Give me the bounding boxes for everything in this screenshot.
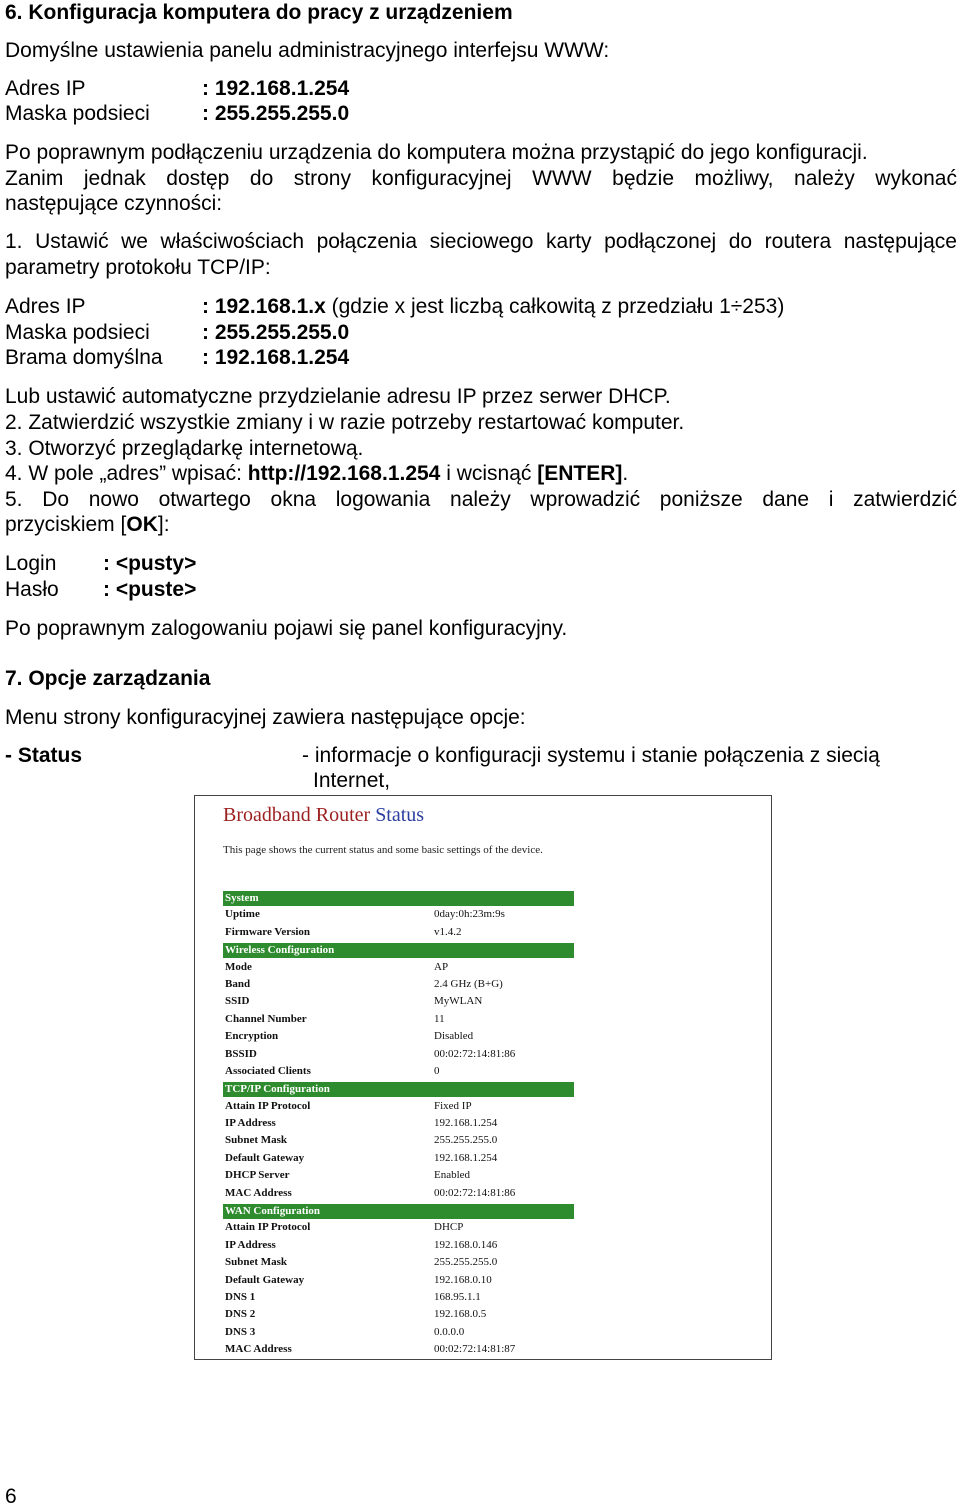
status-row — [223, 1116, 753, 1133]
step4-text-b: i wcisnąć — [440, 462, 538, 485]
status-row — [223, 1307, 753, 1324]
status-row — [223, 925, 753, 942]
status-option-desc-line1: - informacje o konfiguracji systemu i stanie połączenia z siecią — [302, 744, 880, 767]
status-row-label: SSID — [225, 995, 250, 1008]
status-row-label: DNS 2 — [225, 1308, 256, 1321]
login-label: Login — [5, 552, 57, 575]
step4-url: http://192.168.1.254 — [247, 462, 441, 485]
tcp-gateway-value: : 192.168.1.254 — [202, 346, 350, 369]
status-row-label: DNS 3 — [225, 1325, 256, 1338]
status-row-value: 192.168.1.254 — [434, 1151, 498, 1164]
default-mask-value: : 255.255.255.0 — [202, 102, 350, 125]
step3: 3. Otworzyć przeglądarkę internetową. — [5, 437, 364, 460]
step5-text-a: przyciskiem [ — [5, 513, 127, 536]
status-row-label: MAC Address — [225, 1343, 292, 1356]
status-row-value: 00:02:72:14:81:86 — [434, 1186, 516, 1199]
status-row — [223, 960, 753, 977]
status-row — [223, 1325, 753, 1342]
router-title-part2: Status — [375, 804, 425, 826]
step4-text-c: . — [622, 462, 629, 485]
status-row — [223, 1342, 753, 1359]
password-value: : <puste> — [103, 578, 197, 601]
step5-text-b: ]: — [157, 513, 170, 536]
status-row-value: Fixed IP — [434, 1099, 472, 1112]
step4-text-a: 4. W pole „adres” wpisać: — [5, 462, 248, 485]
section-header-label: WAN Configuration — [225, 1205, 321, 1218]
step4-key: [ENTER] — [537, 462, 623, 485]
tcp-ip-label: Adres IP — [5, 295, 86, 318]
tcp-mask-label: Maska podsieci — [5, 321, 150, 344]
tcp-mask-value: : 255.255.255.0 — [202, 321, 350, 344]
status-row — [223, 977, 753, 994]
status-section-header — [223, 942, 753, 959]
status-row-value: Enabled — [434, 1169, 471, 1182]
section-header-label: TCP/IP Configuration — [225, 1083, 330, 1096]
section-7-heading: 7. Opcje zarządzania — [5, 667, 211, 690]
status-row-label: Attain IP Protocol — [225, 1099, 311, 1112]
status-row-label: Default Gateway — [225, 1273, 305, 1286]
status-option-desc-line2: Internet, — [313, 769, 391, 792]
status-row-label: Band — [225, 977, 251, 990]
status-row-label: Firmware Version — [225, 925, 311, 938]
status-row-value: 0day:0h:23m:9s — [434, 908, 505, 921]
status-row — [223, 1099, 753, 1116]
options-intro: Menu strony konfiguracyjnej zawiera następujące opcje: — [5, 706, 526, 729]
status-row-value: 255.255.255.0 — [434, 1134, 498, 1147]
status-row — [223, 1273, 753, 1290]
status-row-value: 192.168.0.5 — [434, 1308, 487, 1321]
status-section-header — [223, 1203, 753, 1220]
status-row — [223, 1047, 753, 1064]
status-row-label: Mode — [225, 960, 252, 973]
router-status-title — [223, 804, 424, 827]
status-row-value: 11 — [434, 1012, 445, 1025]
status-row — [223, 1290, 753, 1307]
status-row — [223, 1186, 753, 1203]
status-row-value: 168.95.1.1 — [434, 1290, 481, 1303]
default-ip-label: Adres IP — [5, 77, 86, 100]
status-row-value: AP — [434, 960, 449, 973]
status-row-value: 192.168.0.146 — [434, 1238, 498, 1251]
section-header-label: Wireless Configuration — [225, 944, 335, 957]
step5-line1: 5. Do nowo otwartego okna logowania należy wprowadzić poniższe dane i zatwierdzić — [5, 488, 957, 511]
status-row-label: IP Address — [225, 1117, 276, 1130]
status-row-value: 0.0.0.0 — [434, 1325, 465, 1338]
status-row-value: MyWLAN — [434, 995, 483, 1008]
router-status-table — [223, 890, 753, 1360]
status-row-label: DHCP Server — [225, 1169, 290, 1182]
status-row — [223, 994, 753, 1011]
login-value: : <pusty> — [103, 552, 197, 575]
status-row-value: v1.4.2 — [434, 925, 462, 938]
status-row — [223, 1255, 753, 1272]
section-header-bar — [223, 891, 574, 906]
status-row-value: 00:02:72:14:81:86 — [434, 1047, 516, 1060]
password-label: Hasło — [5, 578, 59, 601]
dhcp-line: Lub ustawić automatyczne przydzielanie adresu IP przez serwer DHCP. — [5, 385, 671, 408]
status-row-label: Associated Clients — [225, 1064, 311, 1077]
router-status-description: This page shows the current status and some basic settings of the device. — [223, 844, 543, 856]
status-row — [223, 1220, 753, 1237]
status-section-header — [223, 890, 753, 907]
tcp-ip-note: (gdzie x jest liczbą całkowitą z przedziału 1÷253) — [325, 295, 785, 318]
status-row-label: Attain IP Protocol — [225, 1221, 311, 1234]
status-row-label: Subnet Mask — [225, 1134, 288, 1147]
router-title-part1: Broadband Router — [223, 804, 371, 826]
para1-line3: następujące czynności: — [5, 192, 223, 215]
step5-line2 — [5, 512, 170, 537]
router-status-screenshot — [194, 795, 772, 1360]
status-row-value: 192.168.1.254 — [434, 1117, 498, 1130]
status-row-label: Default Gateway — [225, 1151, 305, 1164]
status-row — [223, 1238, 753, 1255]
step5-ok: OK — [126, 513, 158, 536]
defaults-intro: Domyślne ustawienia panelu administracyjnego interfejsu WWW: — [5, 39, 610, 62]
status-row — [223, 1064, 753, 1081]
status-row-value: 2.4 GHz (B+G) — [434, 977, 503, 990]
status-row-value: 192.168.0.10 — [434, 1273, 492, 1286]
status-row-label: Encryption — [225, 1030, 279, 1043]
status-row-label: DNS 1 — [225, 1290, 256, 1303]
status-row — [223, 1029, 753, 1046]
para1-line1: Po poprawnym podłączeniu urządzenia do komputera można przystąpić do jego konfiguracji. — [5, 141, 868, 164]
tcp-gateway-label: Brama domyślna — [5, 346, 163, 369]
tcp-ip-value: : 192.168.1.x — [202, 295, 326, 318]
status-row — [223, 907, 753, 924]
status-row-label: BSSID — [225, 1047, 257, 1060]
status-row-label: Uptime — [225, 908, 260, 921]
status-row — [223, 1012, 753, 1029]
status-row-value: 255.255.255.0 — [434, 1256, 498, 1269]
status-row-label: Channel Number — [225, 1012, 307, 1025]
status-row-label: Subnet Mask — [225, 1256, 288, 1269]
status-row-value: 0 — [434, 1064, 440, 1077]
status-row-value: Disabled — [434, 1030, 474, 1043]
default-ip-value: : 192.168.1.254 — [202, 77, 350, 100]
para1-line2: Zanim jednak dostęp do strony konfiguracyjnej WWW będzie możliwy, należy wykonać — [5, 167, 957, 190]
page-number: 6 — [5, 1485, 17, 1508]
default-mask-label: Maska podsieci — [5, 102, 150, 125]
status-row-label: MAC Address — [225, 1186, 292, 1199]
status-row — [223, 1168, 753, 1185]
after-login-text: Po poprawnym zalogowaniu pojawi się panel konfiguracyjny. — [5, 617, 568, 640]
tcp-ip-value-line — [202, 294, 784, 319]
status-row-value: 00:02:72:14:81:87 — [434, 1343, 516, 1356]
step4 — [5, 461, 628, 486]
status-row-label: IP Address — [225, 1238, 276, 1251]
status-row-value: DHCP — [434, 1221, 464, 1234]
status-section-header — [223, 1081, 753, 1098]
section-6-heading: 6. Konfiguracja komputera do pracy z urządzeniem — [5, 1, 513, 24]
status-row — [223, 1133, 753, 1150]
status-row — [223, 1151, 753, 1168]
step1-line2: parametry protokołu TCP/IP: — [5, 256, 271, 279]
step1-line1: 1. Ustawić we właściwościach połączenia sieciowego karty podłączonej do routera następujące — [5, 230, 957, 253]
step2: 2. Zatwierdzić wszystkie zmiany i w razie potrzeby restartować komputer. — [5, 411, 685, 434]
status-option-label: - Status — [5, 744, 83, 767]
section-header-label: System — [225, 892, 259, 904]
